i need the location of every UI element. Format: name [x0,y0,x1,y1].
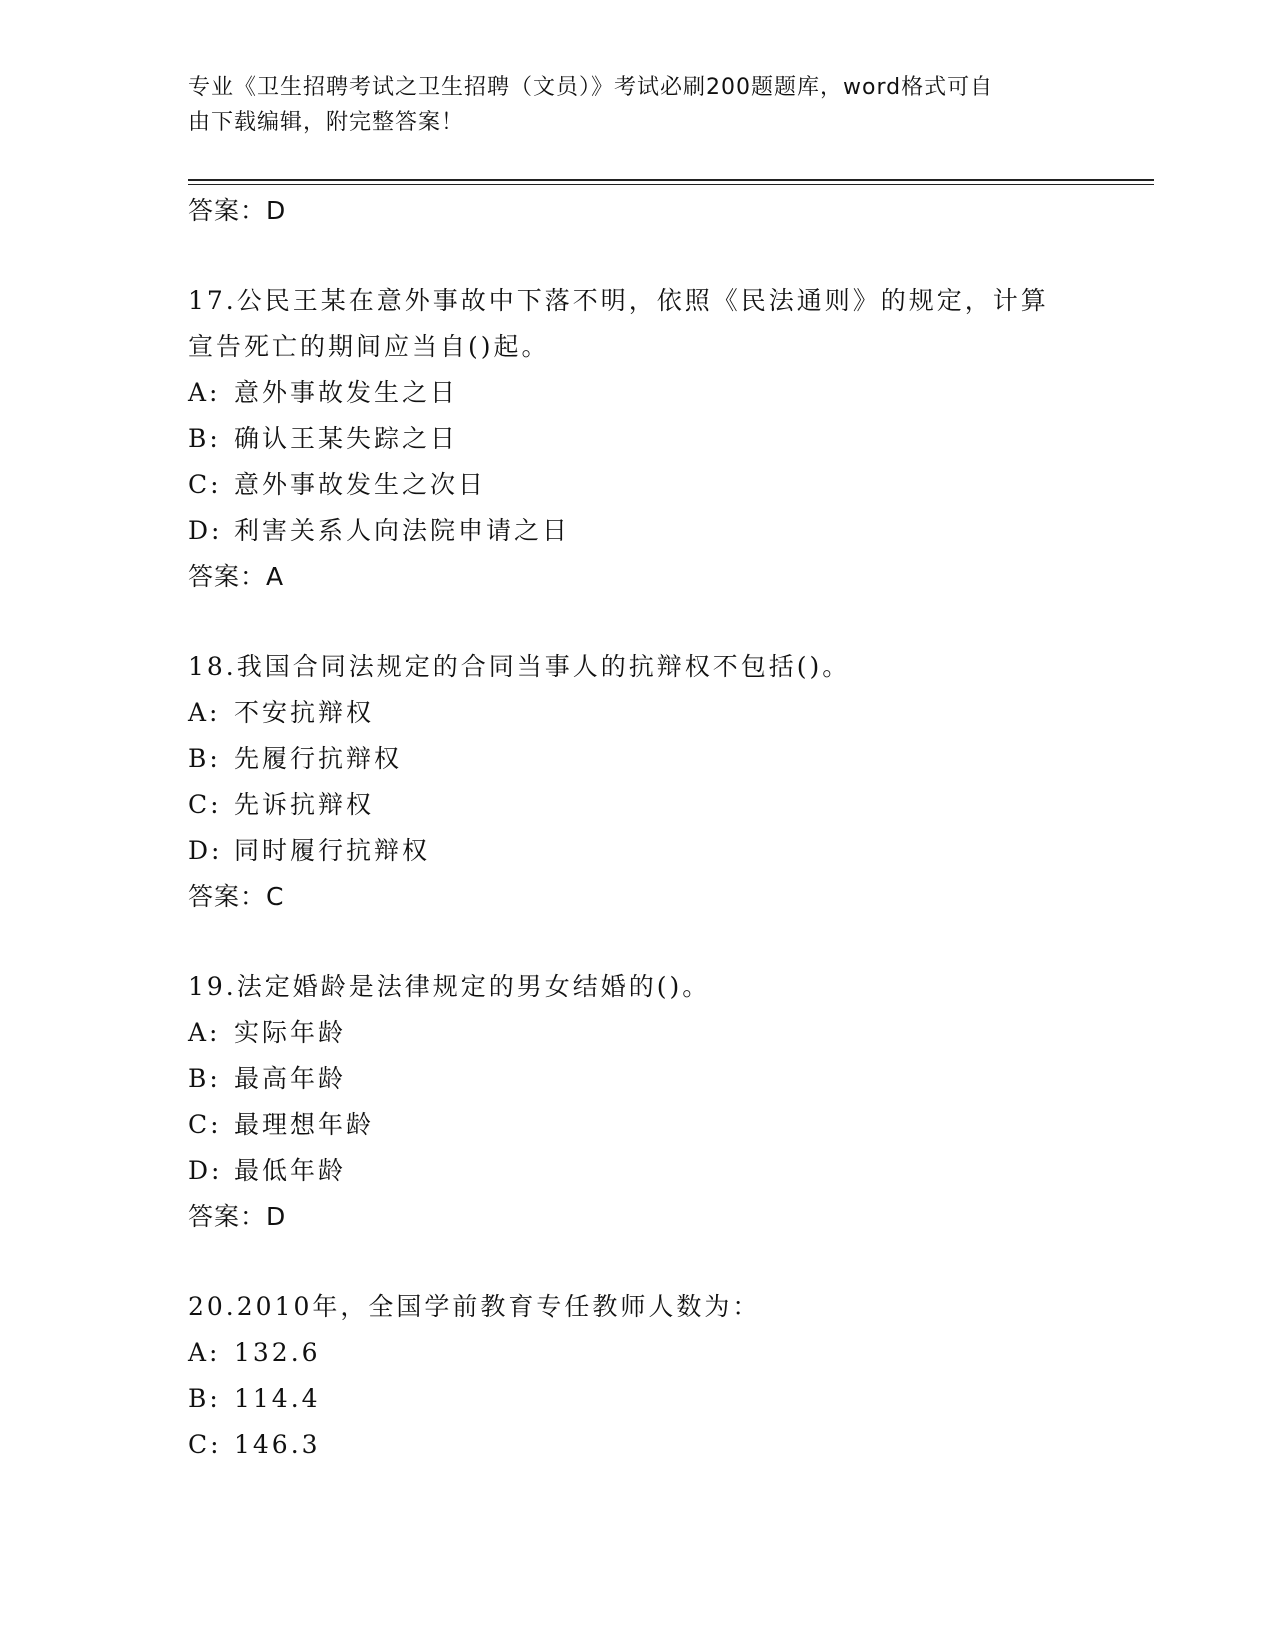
option-b: B: 先履行抗辩权 [188,744,403,773]
question-19 [188,964,1128,1240]
option-c: C: 146.3 [188,1430,321,1459]
option-d: D: 利害关系人向法院申请之日 [188,516,571,545]
option-a: A: 实际年龄 [188,1018,347,1047]
question-17 [188,278,1128,600]
option-a: A: 132.6 [188,1338,321,1367]
question-number: 19. [188,972,237,1001]
header-divider [188,179,1154,181]
answer: 答案：A [188,562,285,591]
option-b: B: 确认王某失踪之日 [188,424,459,453]
question-20 [188,1284,1128,1468]
option-a: A: 意外事故发生之日 [188,378,459,407]
question-number: 17. [188,286,237,315]
option-b: B: 最高年龄 [188,1064,347,1093]
previous-answer: 答案：D [188,196,287,225]
question-number: 18. [188,652,237,681]
option-c: C: 最理想年龄 [188,1110,375,1139]
answer: 答案：C [188,882,285,911]
question-number: 20. [188,1292,237,1321]
question-text: 18.我国合同法规定的合同当事人的抗辩权不包括()。 [188,652,851,681]
document-header [188,70,1068,140]
question-18 [188,644,1128,920]
question-text: 20.2010年，全国学前教育专任教师人数为： [188,1292,761,1321]
question-list [188,188,1128,1468]
option-b: B: 114.4 [188,1384,321,1413]
option-c: C: 意外事故发生之次日 [188,470,487,499]
question-text: 17.公民王某在意外事故中下落不明，依照《民法通则》的规定，计算 [188,286,1049,315]
option-c: C: 先诉抗辩权 [188,790,375,819]
question-text-cont: 宣告死亡的期间应当自()起。 [188,332,550,361]
header-divider-thin [188,184,1154,185]
option-d: D: 最低年龄 [188,1156,347,1185]
header-line-1: 专业《卫生招聘考试之卫生招聘（文员）》考试必刷200题题库，word格式可自 [188,75,994,100]
option-d: D: 同时履行抗辩权 [188,836,431,865]
answer: 答案：D [188,1202,287,1231]
question-text: 19.法定婚龄是法律规定的男女结婚的()。 [188,972,711,1001]
header-line-2: 由下载编辑，附完整答案！ [188,110,465,135]
option-a: A: 不安抗辩权 [188,698,375,727]
